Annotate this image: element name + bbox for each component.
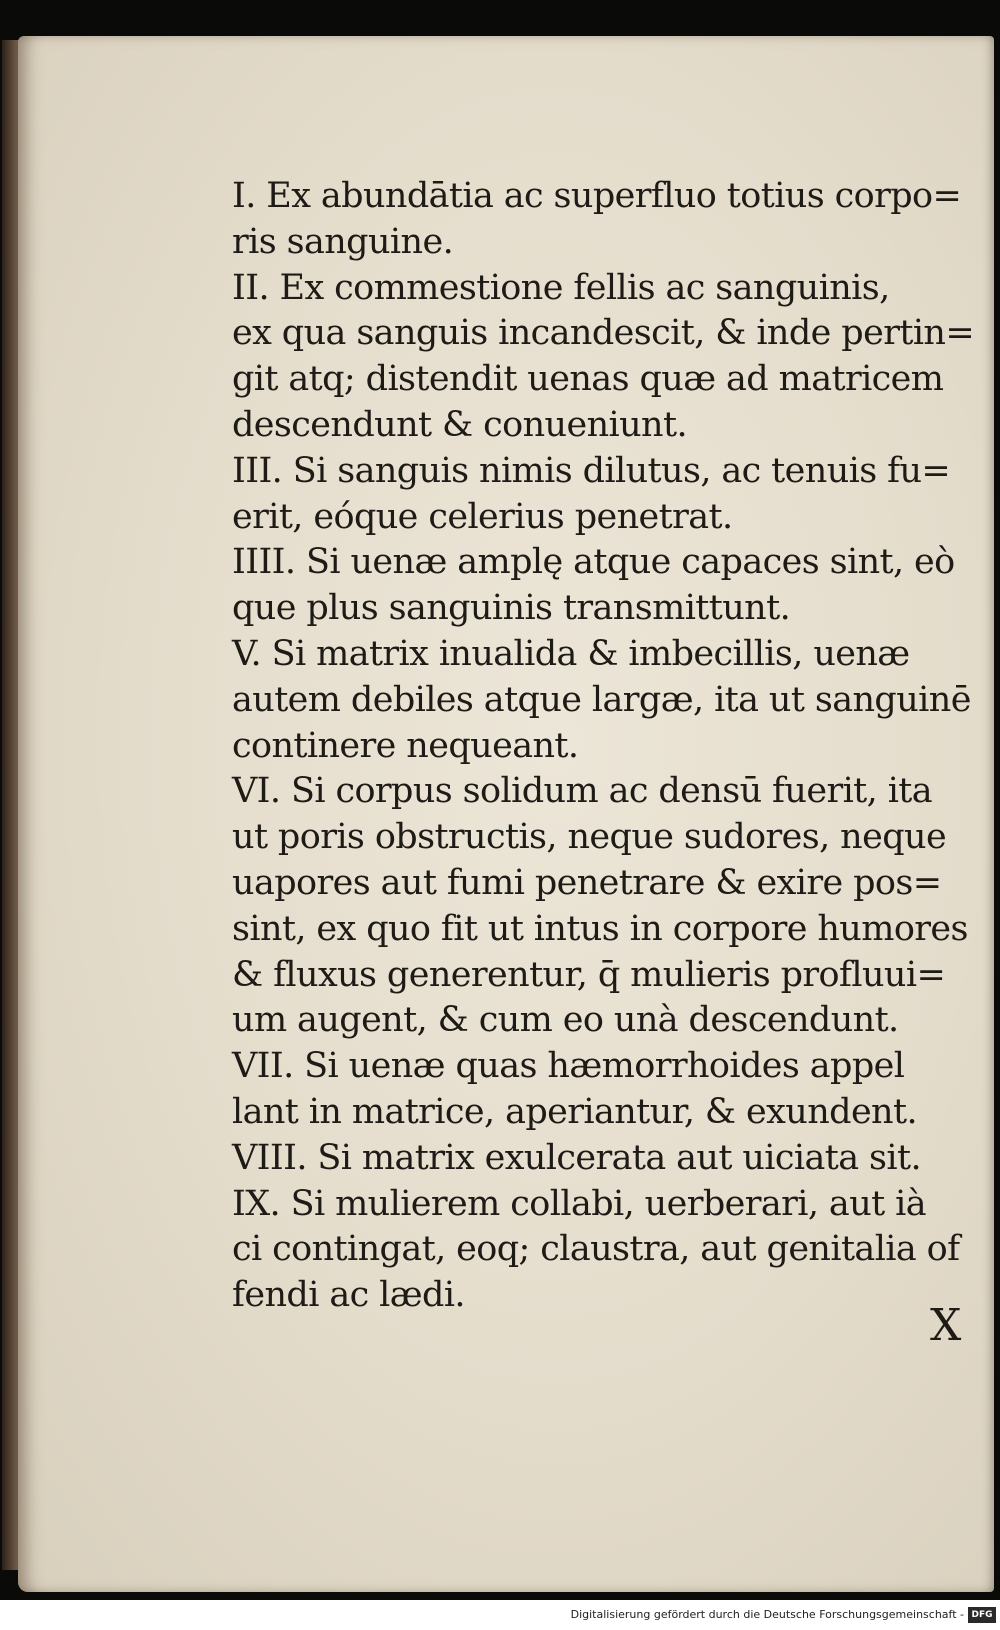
page-text <box>232 174 975 1319</box>
text-line: ex qua sanguis incandescit, & inde pertin= <box>232 313 975 354</box>
text-line: ris sanguine. <box>232 221 454 262</box>
footer-credit: Digitalisierung gefördert durch die Deutsche Forschungsgemeinschaft - <box>570 1608 964 1621</box>
text-line: VI. Si corpus solidum ac densū fuerit, ita <box>232 771 933 812</box>
text-line: IX. Si mulierem collabi, uerberari, aut ià <box>232 1183 926 1224</box>
text-line: descendunt & conueniunt. <box>232 404 687 445</box>
text-line: git atq; distendit uenas quæ ad matricem <box>232 359 944 400</box>
text-line: III. Si sanguis nimis dilutus, ac tenuis fu= <box>232 450 951 491</box>
text-line: VIII. Si matrix exulcerata aut uiciata sit. <box>232 1137 921 1178</box>
catchword: X <box>930 1300 962 1351</box>
text-line: & fluxus generentur, q̄ mulieris profluui= <box>232 954 946 995</box>
text-line: VII. Si uenæ quas hæmorrhoides appel <box>232 1046 905 1087</box>
text-line: fendi ac lædi. <box>232 1275 465 1316</box>
dfg-logo: DFG <box>968 1607 996 1623</box>
text-line: II. Ex commestione fellis ac sanguinis, <box>232 267 890 308</box>
text-line: que plus sanguinis transmittunt. <box>232 588 791 629</box>
text-line: continere nequeant. <box>232 725 579 766</box>
text-line: lant in matrice, aperiantur, & exundent. <box>232 1091 917 1132</box>
text-line: uapores aut fumi penetrare & exire pos= <box>232 862 942 903</box>
text-line: IIII. Si uenæ amplę atque capaces sint, eò <box>232 542 955 583</box>
text-line: ci contingat, eoq; claustra, aut genitalia of <box>232 1229 960 1270</box>
text-line: erit, eóque celerius penetrat. <box>232 496 733 537</box>
text-line: autem debiles atque largæ, ita ut sanguinē <box>232 679 971 720</box>
text-line: I. Ex abundātia ac superfluo totius corpo= <box>232 176 962 216</box>
text-line: sint, ex quo fit ut intus in corpore humores <box>232 908 968 949</box>
text-line: ut poris obstructis, neque sudores, neque <box>232 817 947 858</box>
text-line: um augent, & cum eo unà descendunt. <box>232 1000 899 1041</box>
text-line: V. Si matrix inualida & imbecillis, uenæ <box>232 633 910 674</box>
